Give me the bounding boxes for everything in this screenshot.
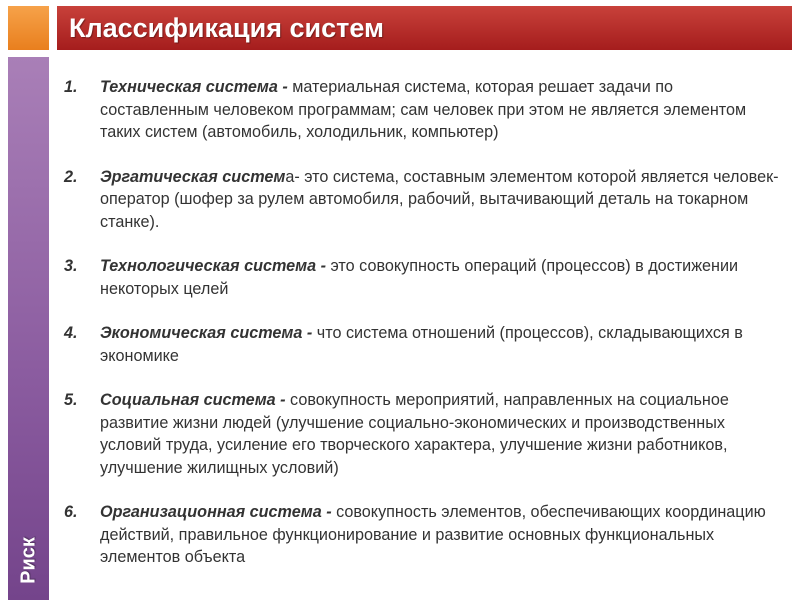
item-text: совокупность мероприятий, направленных на социальное развитие жизни людей (улучшение социально-экономических и производственных условий труда, усиление его творческого характера, улучшение жизни работников, улучшение жилищных условий)	[100, 391, 729, 477]
item-text: совокупность элементов, обеспечивающих координацию действий, правильное функционирование и развитие основных функциональных элементов объекта	[100, 503, 766, 566]
list-item	[60, 166, 782, 234]
header-accent-square	[8, 6, 49, 50]
list-item	[60, 501, 782, 569]
sidebar	[8, 57, 49, 600]
item-term: Технологическая система -	[100, 257, 327, 275]
item-term: Организационная система -	[100, 503, 332, 521]
item-number: 4.	[64, 324, 78, 342]
item-term: Экономическая система -	[100, 324, 313, 342]
classification-list	[60, 76, 782, 591]
item-term: Эргатическая систем	[100, 167, 286, 186]
item-number: 5.	[64, 391, 78, 409]
item-number: 2.	[64, 167, 78, 186]
item-text: материальная система, которая решает задачи по составленным человеком программам; сам человек при этом не является элементом таких систем (автомобиль, холодильник, компьютер)	[100, 78, 747, 141]
item-term: Техническая система -	[100, 78, 288, 96]
item-text: что система отношений (процессов), складывающихся в экономике	[100, 324, 743, 365]
list-item	[60, 255, 782, 300]
sidebar-label: Риск	[17, 537, 39, 584]
page-title: Классификация систем	[69, 13, 384, 43]
list-item	[60, 389, 782, 479]
item-term: Социальная система -	[100, 391, 286, 409]
item-text: это совокупность операций (процессов) в достижении некоторых целей	[100, 257, 739, 298]
item-number: 3.	[64, 257, 78, 275]
list-item	[60, 322, 782, 367]
list-item	[60, 76, 782, 144]
item-number: 1.	[64, 78, 78, 96]
item-number: 6.	[64, 503, 78, 521]
item-text: а- это система, составным элементом которой является человек-оператор (шофер за рулем автомобиля, рабочий, вытачивающий деталь на токарном станке).	[100, 167, 779, 231]
title-bar	[57, 6, 792, 50]
